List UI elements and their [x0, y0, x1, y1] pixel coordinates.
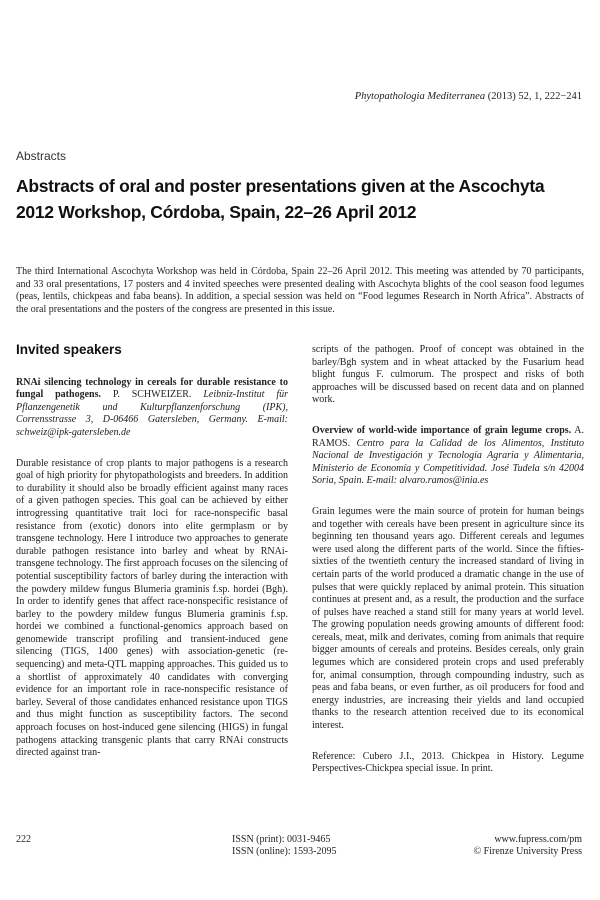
- abstract-header: [16, 377, 288, 440]
- publisher-block: [474, 834, 582, 858]
- section-label: Abstracts: [16, 149, 67, 163]
- issn-block: [232, 834, 336, 858]
- right-column: [312, 344, 584, 776]
- issn-online: ISSN (online): 1593-2095: [232, 846, 337, 857]
- abstract-body: Grain legumes were the main source of protein for human beings and together with cereals have been present in agriculture since its beginning ten thousand years ago. Different cereals and legumes were used along the different parts of the world. Since the fifties-sixties of the twentieth century the increased standard of living in certain parts of the world produced a dramatic change in the use of pulses that were quickly replaced by animal protein. This situation continues at present and, as a result, the production and the surface of pulses have reached a stand still for many years at world level. The growing population needs growing amounts of different food: cereals, meat, milk and derivates, coming from animals that require bigger amounts of cereals and proteins. Besides cereals, only grain legumes which are considered protein crops and used preferably for, animal consumption, through compounding industry, such as peas and faba beans, or even further, as oil producers for food and energy industries, are increasing their yields and land occupied thanks to the research attention received due to its economical interest.: [312, 505, 584, 732]
- abstract-continuation: scripts of the pathogen. Proof of concept was obtained in the barley/Bgh system and in wheat attacked by the Fusarium head blight fungus F. culmorum. The prospect and risks of both approaches will be discussed based on recent data and on planned work.: [312, 344, 584, 406]
- intro-paragraph: The third International Ascochyta Workshop was held in Córdoba, Spain 22–26 April 2012. This meeting was attended by 70 participants, and 33 oral presentations, 17 posters and 4 invited speeches were presented dealing with Ascochyta blights of the cool season food legumes (peas, lentils, chickpeas and faba beans). In addition, a special session was held on “Food legumes Research in North Africa”. Abstracts of the oral presentations and the posters of the congress are presented in this issue.: [16, 266, 584, 315]
- page-number: 222: [16, 834, 31, 845]
- publisher-website[interactable]: www.fupress.com/pm: [494, 834, 582, 845]
- section-heading: Invited speakers: [16, 342, 122, 357]
- journal-name: Phytopathologia Mediterranea: [354, 91, 486, 102]
- journal-issue: (2013) 52, 1, 222−241: [487, 91, 582, 102]
- page-title: Abstracts of oral and poster presentations given at the Ascochyta 2012 Workshop, Córdoba, Spain, 22–26 April 2012: [16, 176, 545, 222]
- journal-header: [355, 91, 582, 102]
- issn-print: ISSN (print): 0031-9465: [232, 834, 331, 845]
- abstract-header: [312, 425, 584, 488]
- abstract-title: RNAi silencing technology in cereals for durable resistance to fungal pathogens.: [16, 376, 288, 401]
- abstract-title: Overview of world-wide importance of grain legume crops.: [312, 424, 572, 436]
- abstract-body: Durable resistance of crop plants to major pathogens is a research goal of high priority for phytopathologists and breeders. In addition to durability it should also be broadly efficient against many races of a given pathogen species. This goal can be achieved by either introgressing quantitative trait loci for race-nonspecific basal resistance from (exotic) donors into elite germplasm or by transgene technology. Here I introduce two approaches to generate durable pathogen resistance into barley and wheat by RNAi-transgene technology. The first approach focuses on the silencing of potential susceptibility factors of barley during the interaction with the powdery mildew fungus Blumeria graminis f.sp. hordei (Bgh). In order to identify genes that affect race-nonspecific resistance of barley to the powdery mildew fungus Blumeria graminis f.sp. hordei we combined a functional-genomics approach based on genomewide transcript profiling and transient-induced gene silencing (TIGS, 1400 genes) with association-genetic (re-sequencing) and meta-QTL mapping approaches. This guided us to a shortlist of approximately 40 candidates with converging evidence for an important role in race-nonspecific resistance of barley. Several of those candidates enhanced resistance upon TIGS and thus might function as susceptibility factors. The second approach focuses on host-induced gene silencing (HIGS) in fungal pathogens attacking transgenic plants that carry RNAi constructs directed against tran-: [16, 457, 288, 759]
- abstract-reference: Reference: Cubero J.I., 2013. Chickpea in History. Legume Perspectives-Chickpea special issue. In print.: [312, 750, 584, 775]
- left-column: [16, 344, 288, 760]
- abstract-affiliation: Centro para la Calidad de los Alimentos, Instituto Nacional de Investigación y Tecnología Agraria y Alimentaria, Ministerio de Economía y Competitividad. José Tudela s/n 42004 Soria, Spain. E-mail: alvaro.ramos@inia.es: [312, 437, 585, 487]
- abstract-author: A. RAMOS.: [312, 424, 584, 449]
- abstract-author: P. SCHWEIZER.: [112, 389, 192, 401]
- publisher-name: © Firenze University Press: [473, 846, 582, 857]
- abstract-affiliation: Leibniz-Institut für Pflanzengenetik und Kulturpflanzenforschung (IPK), Corrensstrasse 3, D-06466 Gatersleben, Germany. E-mail: schweiz@ipk-gatersleben.de: [16, 389, 288, 438]
